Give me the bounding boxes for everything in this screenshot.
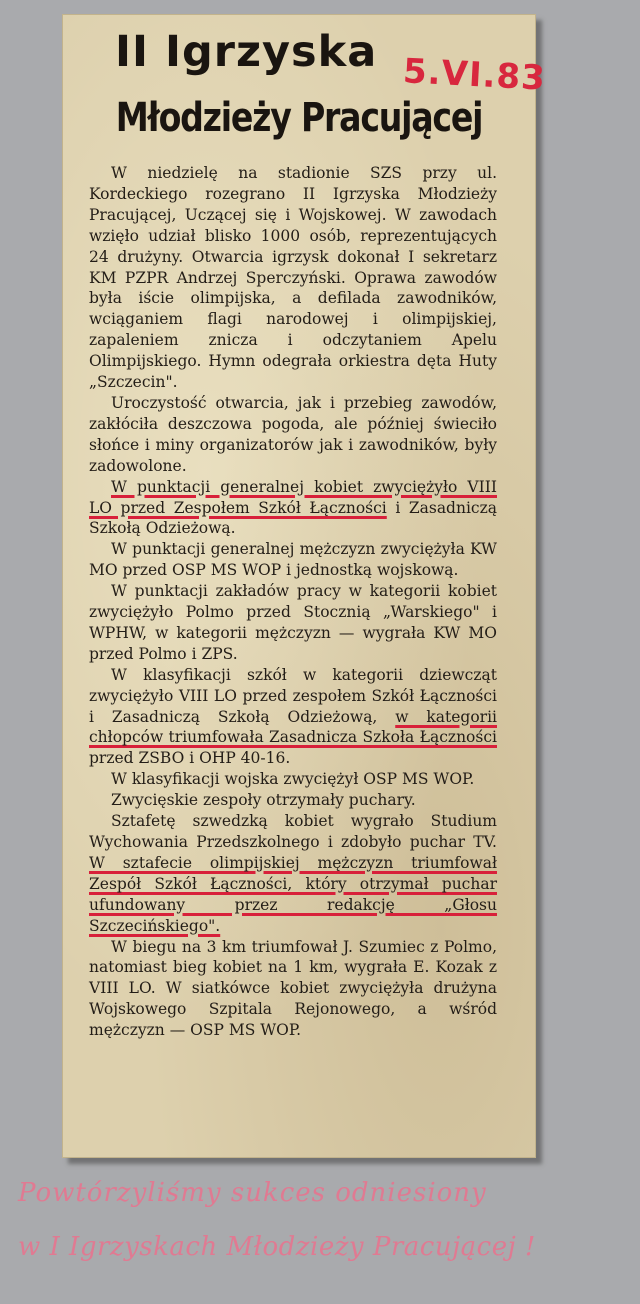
paragraph-9: Sztafetę szwedzką kobiet wygrało Studium Wychowania Przedszkolnego i zdobyło puchar TV. W sztafecie olimpijskiej mężczyzn triumfował Zespół Szkół Łączności, który otrzymał puchar ufundowany przez redakcję „Głosu Szczecińskiego".	[89, 812, 497, 935]
handwritten-note-line-1: Powtórzyliśmy sukces odniesiony	[18, 1178, 487, 1208]
paragraph-4: W punktacji generalnej mężczyzn zwyciężyła KW MO przed OSP MS WOP i jednostką wojskową.	[89, 540, 497, 580]
underlined-text: W sztafecie olimpijskiej mężczyzn triumfował Zespół Szkół Łączności, który otrzymał puchar ufundowany przez redakcję „Głosu Szczecińskiego".	[89, 853, 497, 935]
paragraph-5: W punktacji zakładów pracy w kategorii kobiet zwyciężyło Polmo przed Stocznią „Warskiego" i WPHW, w kategorii mężczyzn — wygrała KW MO przed Polmo i ZPS.	[89, 582, 497, 663]
underlined-text: W punktacji generalnej kobiet zwyciężyło VIII LO przed Zespołem Szkół Łączności	[89, 477, 497, 517]
paragraph-7: W klasyfikacji wojska zwyciężył OSP MS WOP.	[111, 770, 475, 789]
handwritten-note-line-2: w I Igrzyskach Młodzieży Pracującej !	[18, 1232, 536, 1262]
paragraph-10: W biegu na 3 km triumfował J. Szumiec z Polmo, natomiast bieg kobiet na 1 km, wygrała E. Kozak z VIII LO. W siatkówce kobiet zwyciężyła drużyna Wojskowego Szpitala Rejonowego, a wśród mężczyzn — OSP MS WOP.	[89, 937, 497, 1040]
paragraph-6: W klasyfikacji szkół w kategorii dziewcząt zwyciężyło VIII LO przed zespołem Szkół Łączności i Zasadniczą Szkołą Odzieżową, w kategorii chłopców triumfowała Zasadnicza Szkoła Łączności przed ZSBO i OHP 40-16.	[89, 665, 497, 768]
handwritten-date: 5.VI.83	[402, 51, 547, 99]
headline-line-2: Młodzieży Pracującej	[115, 95, 483, 141]
paragraph-3: W punktacji generalnej kobiet zwyciężyło VIII LO przed Zespołem Szkół Łączności i Zasadniczą Szkołą Odzieżową.	[89, 477, 498, 538]
newspaper-clipping	[62, 14, 547, 1158]
paragraph-8: Zwycięskie zespoły otrzymały puchary.	[111, 791, 416, 810]
headline-line-1: II Igrzyska	[115, 27, 378, 77]
article-body	[89, 163, 497, 1153]
paragraph-2: Uroczystość otwarcia, jak i przebieg zawodów, zakłóciła deszczowa pogoda, ale później świeciło słońce i miny organizatorów jak i zawodników, były zadowolone.	[89, 393, 497, 475]
paragraph-1: W niedzielę na stadionie SZS przy ul. Kordeckiego rozegrano II Igrzyska Młodzieży Pracującej, Uczącej się i Wojskowej. W zawodach wzięło udział blisko 1000 osób, reprezentujących 24 drużyny. Otwarcia igrzysk dokonał I sekretarz KM PZPR Andrzej Sperczyński. Oprawa zawodów była iście olimpijska, a defilada zawodników, wciąganiem flagi narodowej i olimpijskiej, zapaleniem znicza i odczytaniem Apelu Olimpijskiego. Hymn odegrała orkiestra dęta Huty „Szczecin".	[89, 164, 497, 392]
underlined-text: w kategorii chłopców triumfowała Zasadnicza Szkoła Łączności	[89, 707, 497, 747]
